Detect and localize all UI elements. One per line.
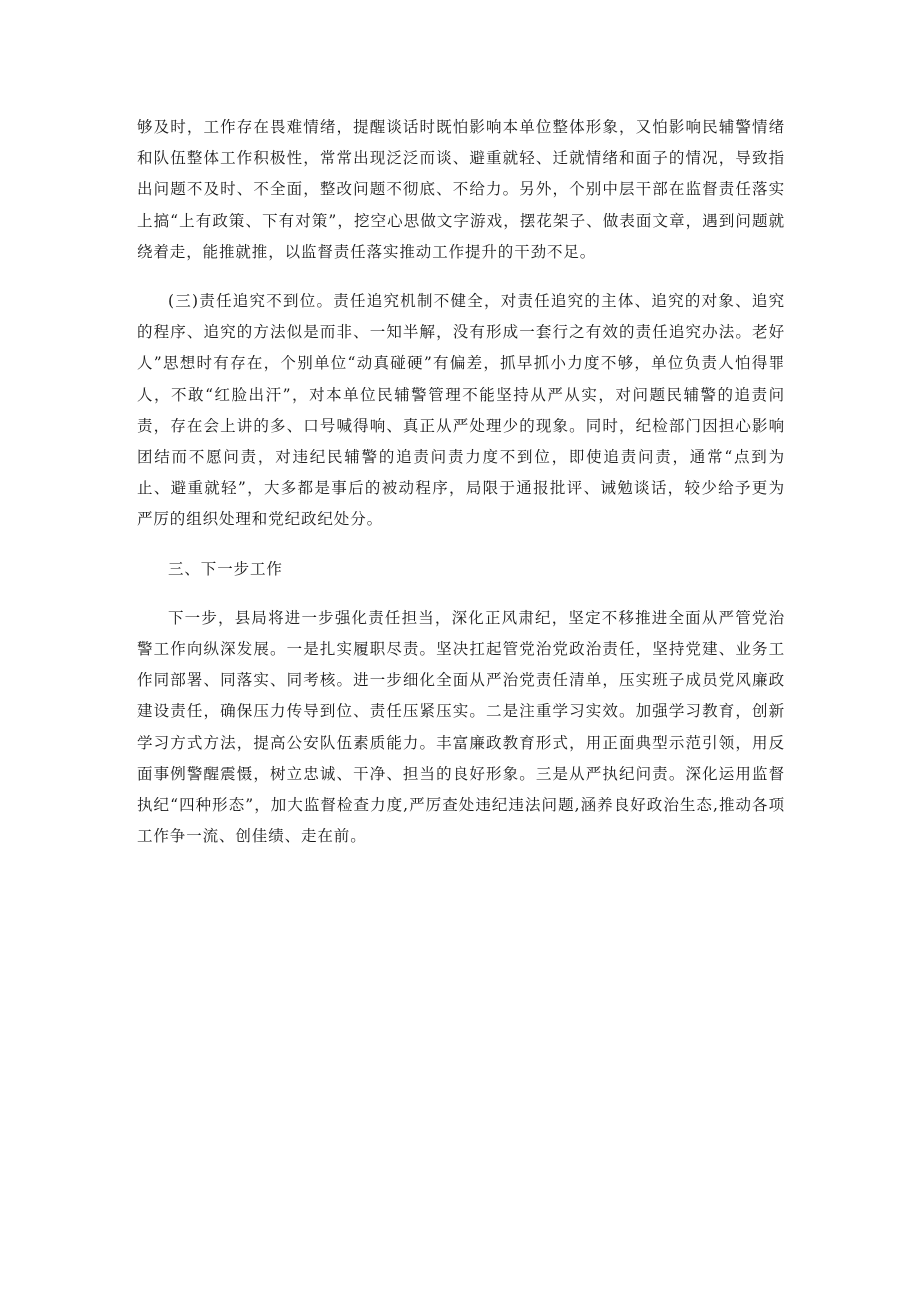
document-body [137, 112, 785, 852]
paragraph-accountability: (三)责任追究不到位。责任追究机制不健全，对责任追究的主体、追究的对象、追究的程序、追究的方法似是而非、一知半解，没有形成一套行之有效的责任追究办法。老好人”思想时有存在，个别单位“动真碰硬”有偏差，抓早抓小力度不够，单位负责人怕得罪人，不敢“红脸出汗”，对本单位民辅警管理不能坚持从严从实，对问题民辅警的追责问责，存在会上讲的多、口号喊得响、真正从严处理少的现象。同时，纪检部门因担心影响团结而不愿问责，对违纪民辅警的追责问责力度不到位，即使追责问责，通常“点到为止、避重就轻”，大多都是事后的被动程序，局限于通报批评、诫勉谈话，较少给予更为严厉的组织处理和党纪政纪处分。 [137, 292, 785, 529]
paragraph-next-steps: 下一步，县局将进一步强化责任担当，深化正风肃纪，坚定不移推进全面从严管党治警工作向纵深发展。一是扎实履职尽责。坚决扛起管党治党政治责任，坚持党建、业务工作同部署、同落实、同考核。进一步细化全面从严治党责任清单，压实班子成员党风廉政建设责任，确保压力传导到位、责任压紧压实。二是注重学习实效。加强学习教育，创新学习方式方法，提高公安队伍素质能力。丰富廉政教育形式，用正面典型示范引领，用反面事例警醒震慑，树立忠诚、干净、担当的良好形象。三是从严执纪问责。深化运用监督执纪“四种形态”，加大监督检查力度,严厉查处违纪违法问题,涵养良好政治生态,推动各项工作争一流、创佳绩、走在前。 [137, 608, 785, 846]
section-heading-next-steps: 三、下一步工作 [168, 559, 283, 578]
paragraph-gap [137, 536, 785, 554]
paragraph-gap [137, 585, 785, 603]
paragraph-gap [137, 268, 785, 286]
paragraph-continuation: 够及时，工作存在畏难情绪，提醒谈话时既怕影响本单位整体形象，又怕影响民辅警情绪和队伍整体工作积极性，常常出现泛泛而谈、避重就轻、迁就情绪和面子的情况，导致指出问题不及时、不全面，整改问题不彻底、不给力。另外，个别中层干部在监督责任落实上搞“上有政策、下有对策”，挖空心思做文字游戏，摆花架子、做表面文章，遇到问题就绕着走，能推就推，以监督责任落实推动工作提升的干劲不足。 [137, 118, 785, 261]
